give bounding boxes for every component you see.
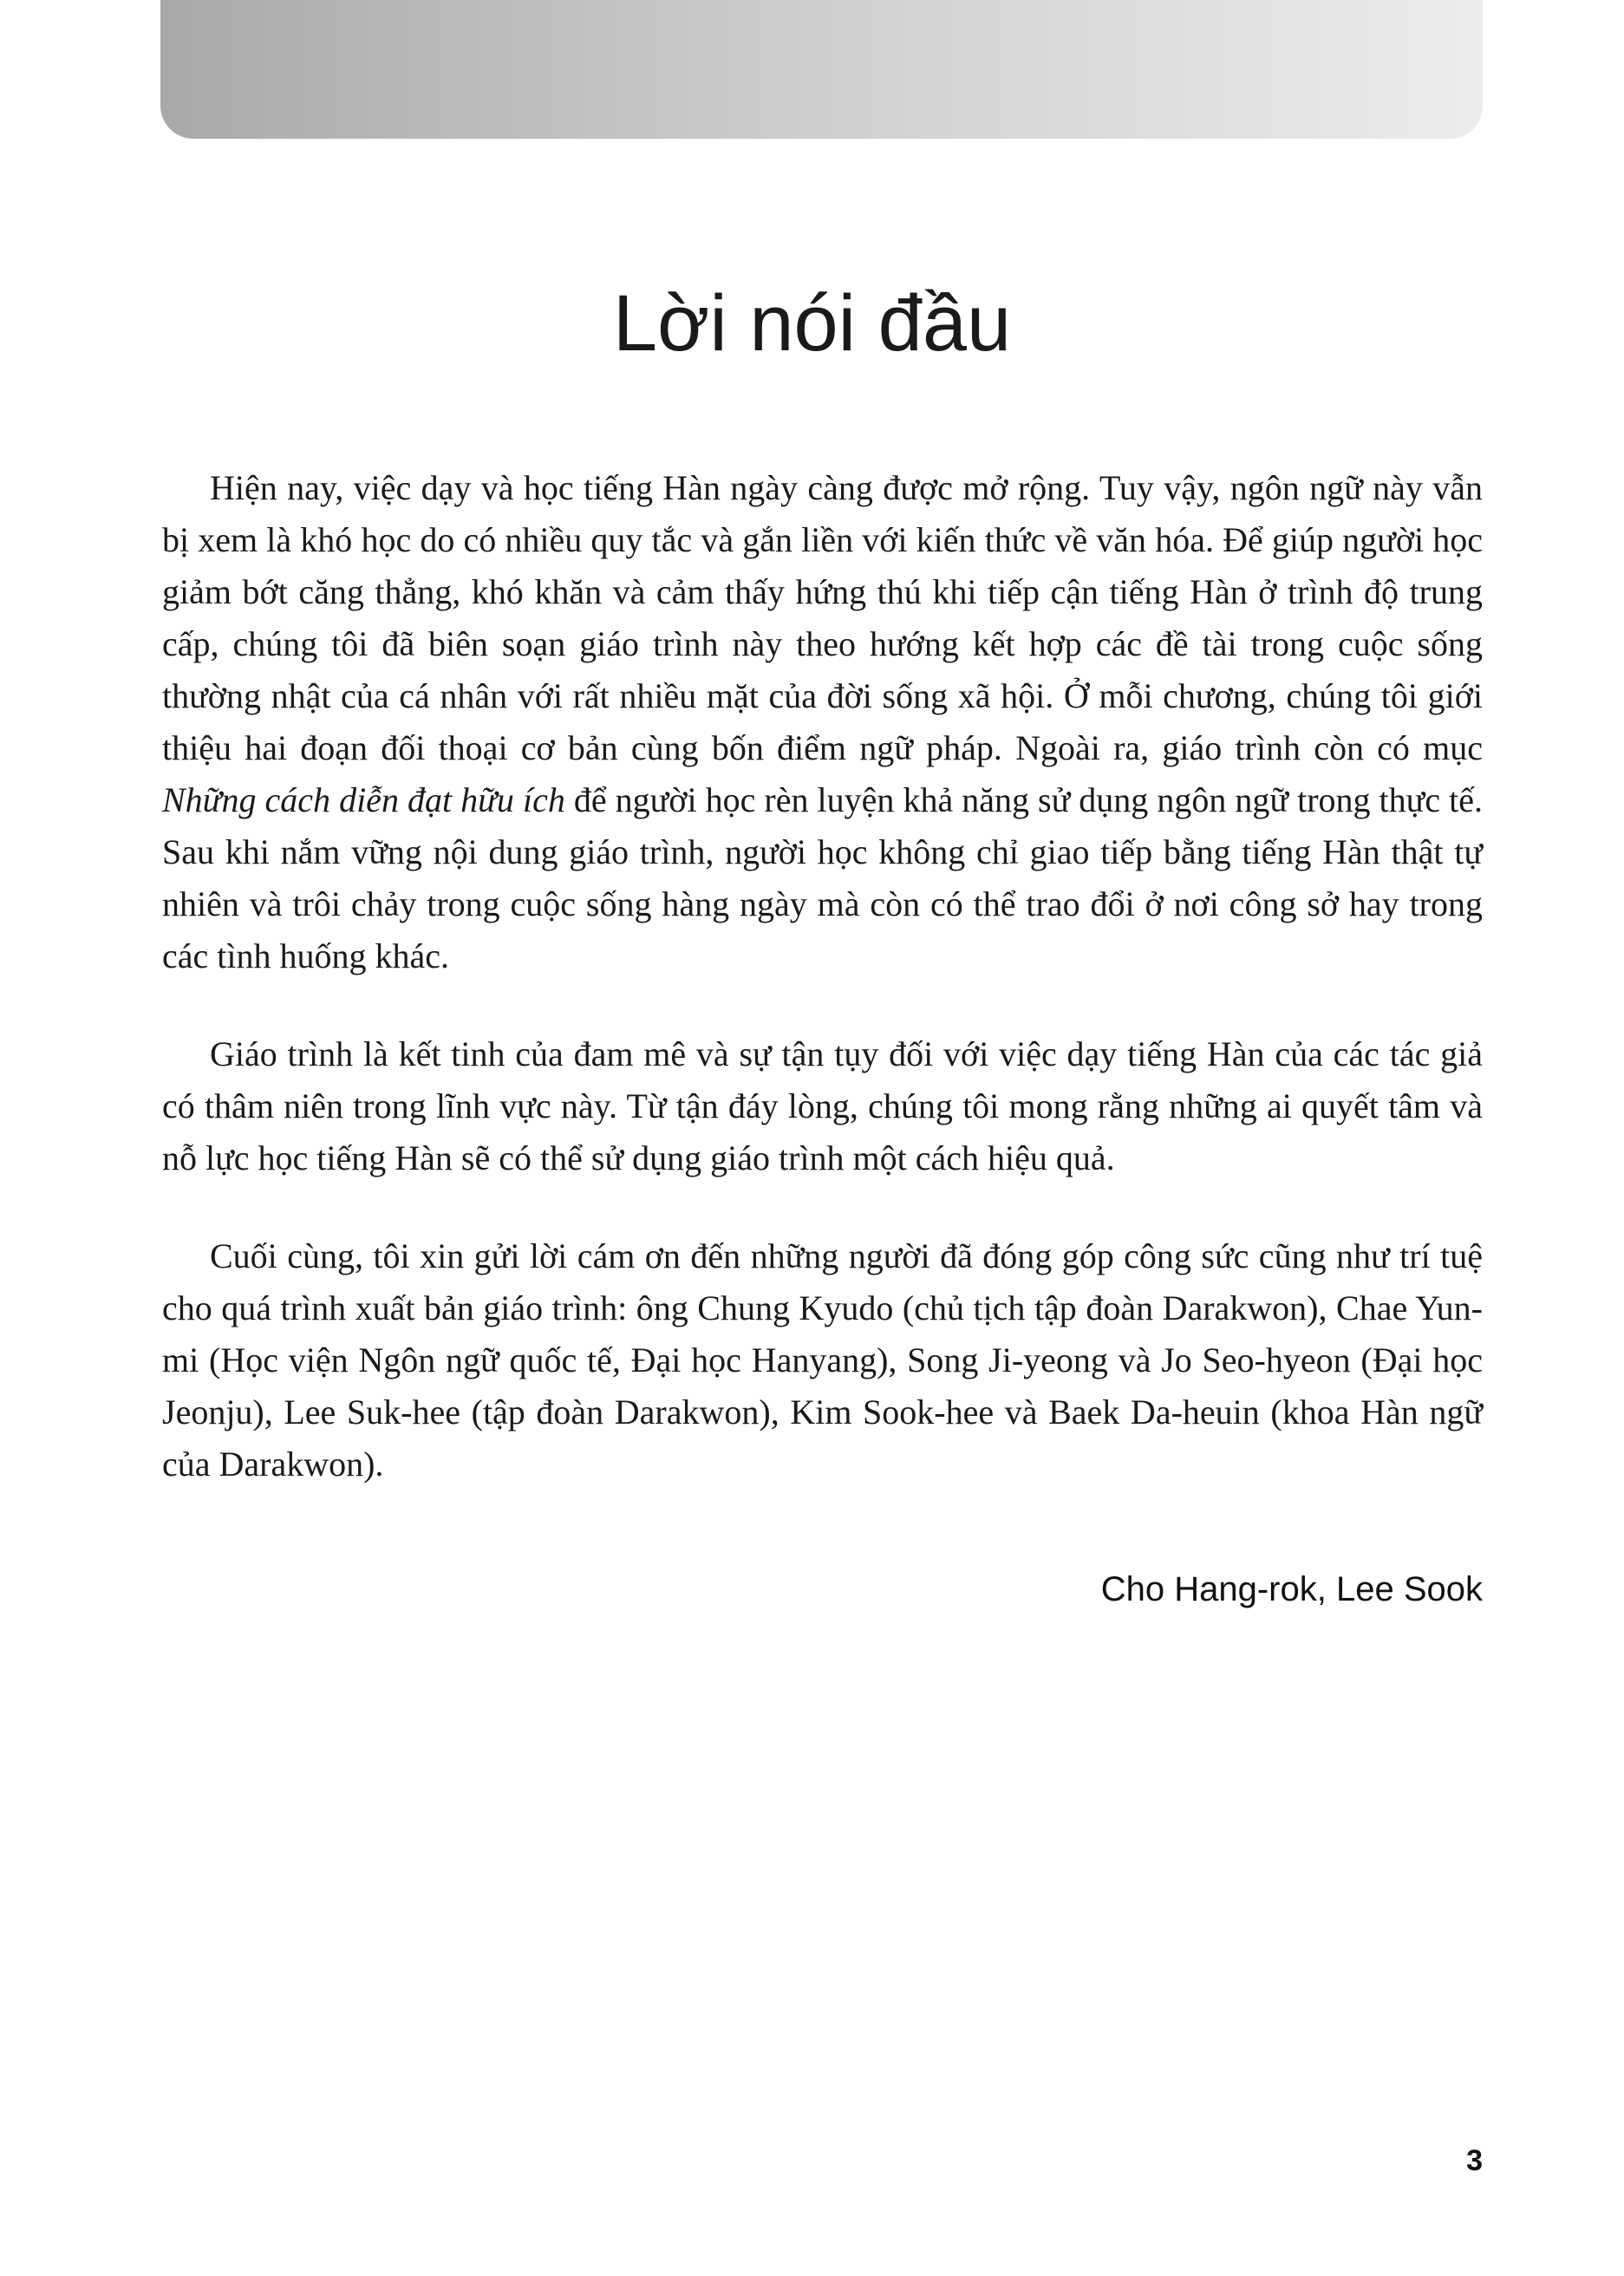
- page-number: 3: [1466, 2144, 1483, 2177]
- header-band: [160, 0, 1483, 139]
- paragraph-intro-italic-phrase: Những cách diễn đạt hữu ích: [162, 780, 565, 819]
- paragraph-intro-text-2: để người học rèn luyện khả năng sử dụng ngôn ngữ trong thực tế. Sau khi nắm vững nội dung giáo trình, người học không chỉ giao tiếp bằng tiếng Hàn thật tự nhiên và trôi chảy trong cuộc sống hàng ngày mà còn có thể trao đổi ở nơi công sở hay trong các tình huống khác.: [162, 780, 1483, 975]
- paragraph-intro-text-1: Hiện nay, việc dạy và học tiếng Hàn ngày càng được mở rộng. Tuy vậy, ngôn ngữ này vẫn bị xem là khó học do có nhiều quy tắc và gắn liền với kiến thức về văn hóa. Để giúp người học giảm bớt căng thẳng, khó khăn và cảm thấy hứng thú khi tiếp cận tiếng Hàn ở trình độ trung cấp, chúng tôi đã biên soạn giáo trình này theo hướng kết hợp các đề tài trong cuộc sống thường nhật của cá nhân với rất nhiều mặt của đời sống xã hội. Ở mỗi chương, chúng tôi giới thiệu hai đoạn đối thoại cơ bản cùng bốn điểm ngữ pháp. Ngoài ra, giáo trình còn có mục: [162, 468, 1483, 767]
- author-signature: Cho Hang-rok, Lee Sook: [1100, 1570, 1483, 1608]
- paragraph-dedication: Giáo trình là kết tinh của đam mê và sự tận tụy đối với việc dạy tiếng Hàn của các tác giả có thâm niên trong lĩnh vực này. Từ tận đáy lòng, chúng tôi mong rằng những ai quyết tâm và nỗ lực học tiếng Hàn sẽ có thể sử dụng giáo trình một cách hiệu quả.: [162, 1034, 1483, 1177]
- body-text: [162, 462, 1483, 1536]
- paragraph-intro: [162, 462, 1483, 982]
- paragraph-acknowledgements: Cuối cùng, tôi xin gửi lời cám ơn đến những người đã đóng góp công sức cũng như trí tuệ cho quá trình xuất bản giáo trình: ông Chung Kyudo (chủ tịch tập đoàn Darakwon), Chae Yun-mi (Học viện Ngôn ngữ quốc tế, Đại học Hanyang), Song Ji-yeong và Jo Seo-hyeon (Đại học Jeonju), Lee Suk-hee (tập đoàn Darakwon), Kim Sook-hee và Baek Da-heuin (khoa Hàn ngữ của Darakwon).: [162, 1236, 1483, 1484]
- page-title: Lời nói đầu: [612, 279, 1012, 368]
